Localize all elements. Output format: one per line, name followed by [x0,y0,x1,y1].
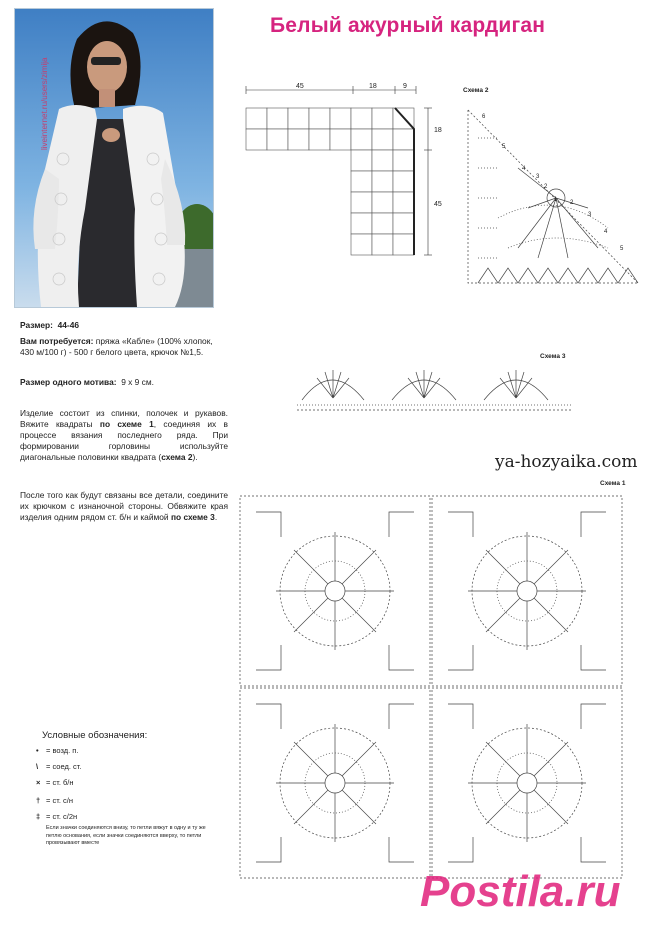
treble-crochet-symbol: ‡ [36,812,41,821]
legend-note: Если значки соединяются внизу, то петли вяжут в одну и ту же петлю основания, если значки соединяются вверху, то петли провязывают вместе [46,825,206,846]
legend-item-slip-stitch [36,762,81,771]
motif-value: 9 x 9 см. [121,377,154,387]
instr-text: ). [192,452,198,462]
motif-size [20,377,154,388]
instr-text: . [214,512,218,522]
instr-text: Изделие состоит из спинки, полочек и рукавов. Вяжите квадраты [20,408,228,429]
scheme1-motif-diagram [236,492,626,882]
dim-label-45-top: 45 [296,83,304,90]
materials [20,336,220,358]
instructions-paragraph-1 [20,408,228,463]
legend-title: Условные обозначения: [42,730,148,741]
dim-label-18-right: 18 [434,127,442,134]
single-crochet-symbol: × [36,778,41,787]
scheme2-row-num: 2 [544,184,548,190]
legend-text: = соед. ст. [46,762,82,771]
photo-watermark: liveinternet.ru/users/zimija [40,57,49,150]
legend-text: = ст. б/н [46,778,74,787]
legend-text: = ст. с/2н [46,812,78,821]
instr-bold: схема 2 [161,452,193,462]
dim-label-9-top: 9 [403,83,407,90]
motif-bottom-left [256,704,414,862]
motif-bottom-right [448,704,606,862]
page-title: Белый ажурный кардиган [270,14,546,37]
scheme2-row-num: 2 [570,200,574,206]
scheme2-triangle-diagram [458,98,648,293]
size-label: Размер: [20,320,53,330]
scheme3-caption: Схема 3 [540,353,566,360]
chain-symbol: • [36,746,39,755]
scheme3-border-diagram [292,360,577,420]
scheme2-row-num: 1 [554,197,558,203]
scheme2-row-num: 4 [604,229,608,235]
scheme2-row-num: 5 [502,144,506,150]
dim-label-45-right: 45 [434,201,442,208]
site-watermark: ya-hozyaika.com [495,452,638,472]
dim-label-18-top: 18 [369,83,377,90]
instr-bold: по схеме 1 [99,419,154,429]
instructions-paragraph-2 [20,490,228,523]
scheme2-row-num: 6 [482,114,486,120]
scheme2-row-num: 5 [620,246,624,252]
instr-bold: по схеме 3 [170,512,215,522]
legend-text: = возд. п. [46,746,79,755]
legend-item-treble-crochet [36,812,77,821]
double-crochet-symbol: † [36,796,41,805]
materials-value: пряжа «Кабле» (100% хлопок, 430 м/100 г) - 500 г белого цвета, крючок №1,5. [20,336,213,357]
legend-item-single-crochet [36,778,74,787]
scheme2-caption: Схема 2 [463,87,489,94]
legend-item-chain [36,746,78,755]
model-photo [14,8,214,308]
pattern-layout-diagram [238,80,448,270]
postila-logo [420,862,650,917]
scheme2-row-num: 3 [588,212,592,218]
legend-item-double-crochet [36,796,73,805]
motif-label: Размер одного мотива: [20,377,117,387]
size-line [20,320,79,331]
logo-text: Postila.ru [420,867,621,916]
motif-top-left [256,512,414,670]
size-value: 44-46 [57,320,80,330]
scheme2-row-num: 4 [522,166,526,172]
materials-label: Вам потребуется: [20,336,94,346]
motif-top-right [448,512,606,670]
legend-text: = ст. с/н [46,796,73,805]
instr-text: После того как будут связаны все детали, соедините их крючком с изнаночной стороны. Обвяжите края изделия одним рядом ст. б/н и каймой [20,490,228,522]
scheme1-caption: Схема 1 [600,480,626,487]
instr-text: , соединяя их в процессе вязания последнего ряда. При формировании горловины используйте диагональные половинки квадрата ( [20,419,228,462]
scheme2-row-num: 3 [536,174,540,180]
slip-stitch-symbol: \ [36,762,39,771]
